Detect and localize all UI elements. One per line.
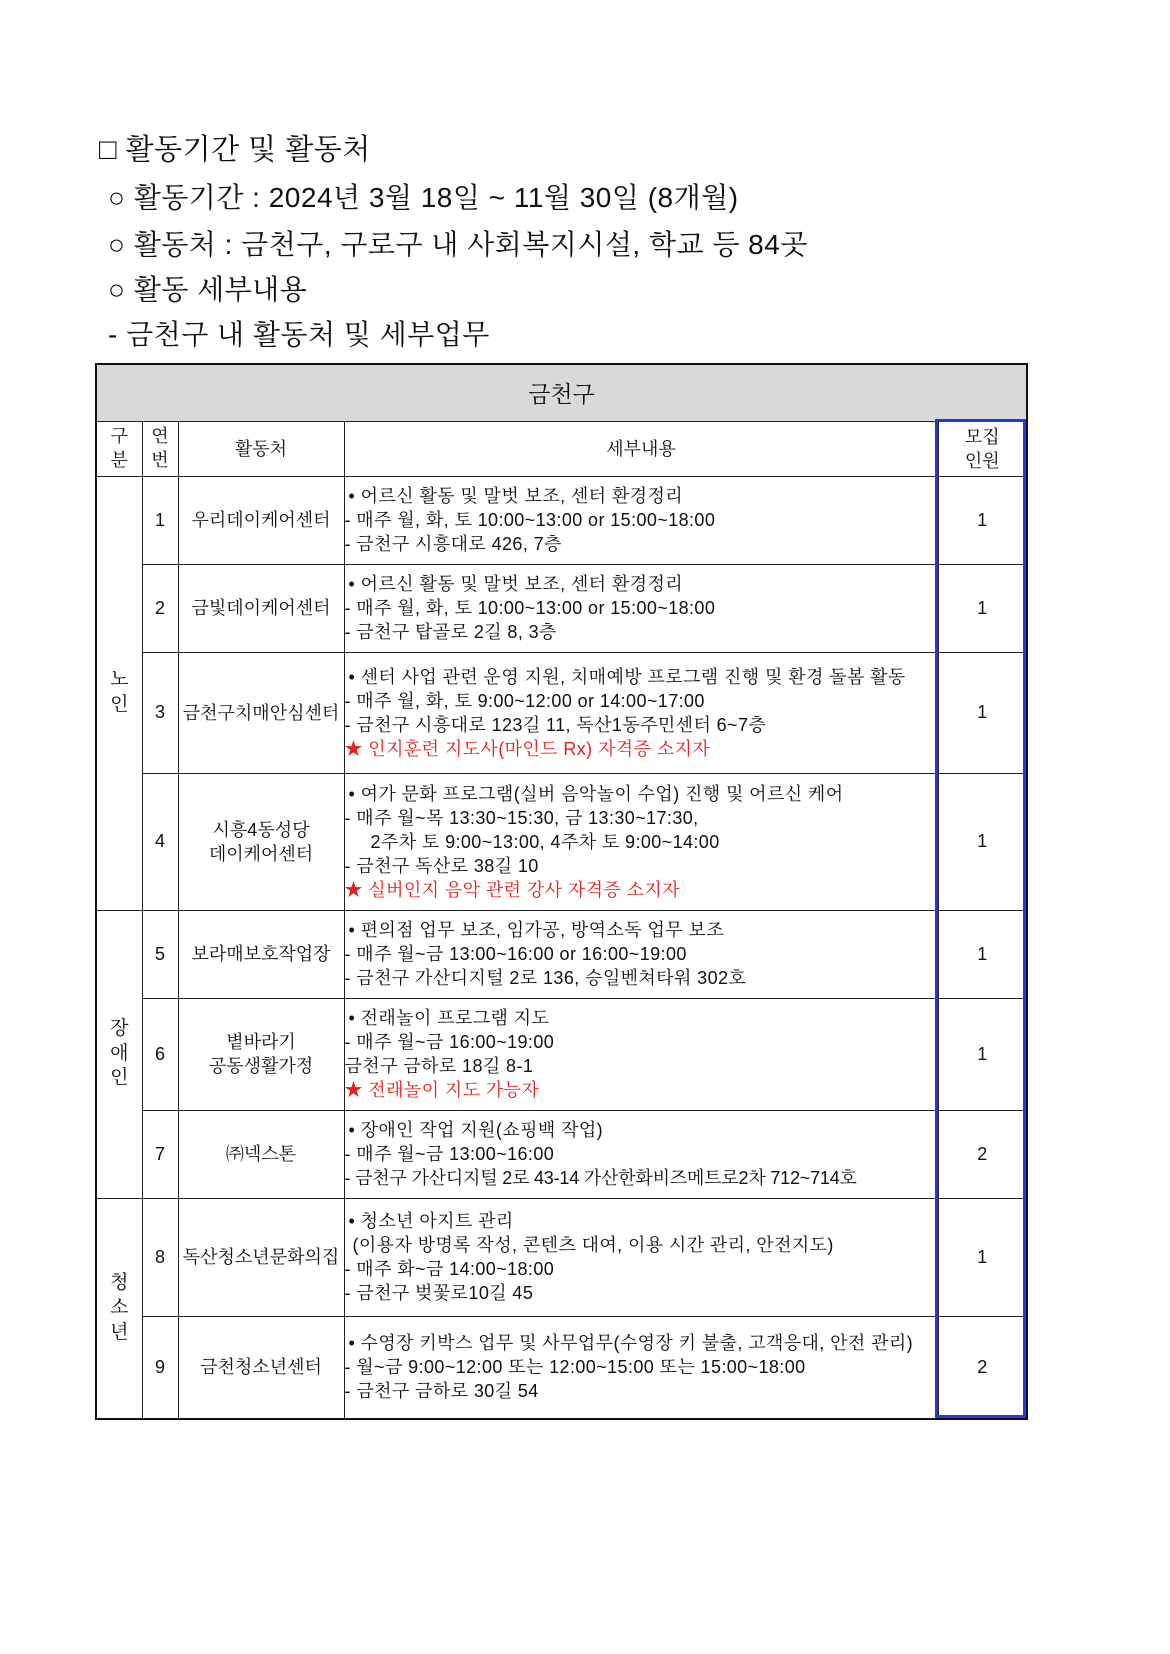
requirement-note: ★ 실버인지 음악 관련 강사 자격증 소지자: [344, 879, 680, 900]
requirement-note: ★ 전래놀이 지도 가능자: [344, 1080, 540, 1100]
category-label: 노인: [110, 669, 129, 715]
table-row: [96, 910, 1027, 998]
table-row: [96, 652, 1027, 773]
header-details: 세부내용: [344, 421, 938, 476]
header-no: [142, 421, 178, 476]
row-number: 2: [142, 564, 178, 652]
table-row: [96, 1110, 1027, 1198]
row-number: 3: [142, 652, 178, 773]
table-row: [96, 564, 1027, 652]
detail-line: (이용자 방명록 작성, 콘텐츠 대여, 이용 시간 관리, 안전지도): [352, 1235, 834, 1255]
row-number: 7: [142, 1110, 178, 1198]
table-row: [96, 1316, 1027, 1419]
row-number: 6: [142, 998, 178, 1110]
place-name: 우리데이케어센터: [178, 476, 344, 564]
category-cell-youth: [96, 1198, 142, 1419]
details-cell: [344, 476, 938, 564]
detail-line: - 매주 화~금 14:00~18:00: [344, 1259, 555, 1279]
detail-line: • 전래놀이 프로그램 지도: [348, 1008, 550, 1028]
table-title-row: [96, 364, 1027, 421]
detail-line: • 센터 사업 관련 운영 지원, 치매예방 프로그램 진행 및 환경 돌봄 활동: [348, 666, 906, 687]
detail-line: • 어르신 활동 및 말벗 보조, 센터 환경정리: [348, 486, 684, 506]
recruit-count: 2: [938, 1110, 1027, 1198]
category-label: 장애인: [110, 1017, 129, 1089]
table-row: [96, 476, 1027, 564]
details-cell: [344, 773, 938, 910]
place-name: ㈜넥스톤: [178, 1110, 344, 1198]
header-category: [96, 421, 142, 476]
category-cell-elderly: [96, 476, 142, 910]
detail-line: - 금천구 금하로 30길 54: [344, 1381, 539, 1402]
table-row: [96, 1198, 1027, 1316]
table-title: 금천구: [96, 364, 1027, 421]
district-subtitle: - 금천구 내 활동처 및 세부업무: [108, 319, 490, 350]
row-number: 4: [142, 773, 178, 910]
detail-line: • 여가 문화 프로그램(실버 음악놀이 수업) 진행 및 어르신 케어: [348, 783, 844, 804]
table-row: [96, 998, 1027, 1110]
place-name: 금빛데이케어센터: [178, 564, 344, 652]
header-recruit-line1: 모집: [964, 426, 1000, 447]
detail-line: - 금천구 가산디지털 2로 136, 승일벤쳐타워 302호: [344, 968, 747, 988]
header-category-label: 구분: [110, 426, 128, 470]
table-row: [96, 773, 1027, 910]
detail-line: 2주차 토 9:00~13:00, 4주차 토 9:00~14:00: [370, 831, 720, 852]
detail-line: - 매주 월~금 13:00~16:00: [344, 1144, 555, 1164]
recruit-count: 1: [938, 1198, 1027, 1316]
detail-line: - 금천구 시흥대로 123길 11, 독산1동주민센터 6~7층: [344, 714, 767, 735]
detail-line: - 월~금 9:00~12:00 또는 12:00~15:00 또는 15:00~18:00: [344, 1357, 806, 1378]
details-cell: [344, 564, 938, 652]
row-number: 5: [142, 910, 178, 998]
detail-line: - 매주 월, 화, 토 9:00~12:00 or 14:00~17:00: [344, 690, 705, 711]
requirement-note: ★ 인지훈련 지도사(마인드 Rx) 자격증 소지자: [344, 738, 711, 759]
recruit-count: 2: [938, 1316, 1027, 1419]
header-recruit-line2: 인원: [964, 450, 1000, 471]
recruit-count: 1: [938, 773, 1027, 910]
place-name: 금천청소년센터: [178, 1316, 344, 1419]
detail-line: - 매주 월, 화, 토 10:00~13:00 or 15:00~18:00: [344, 510, 716, 530]
recruit-count: 1: [938, 564, 1027, 652]
detail-line: - 금천구 시흥대로 426, 7층: [344, 534, 562, 554]
activity-details-heading: ○ 활동 세부내용: [108, 274, 308, 305]
category-label: 청소년: [110, 1272, 129, 1343]
place-name: 시흥4동성당 데이케어센터: [178, 773, 344, 910]
details-cell: [344, 910, 938, 998]
header-recruit: [938, 421, 1027, 476]
place-name: 보라매보호작업장: [178, 910, 344, 998]
detail-line: - 금천구 탑골로 2길 8, 3층: [344, 622, 557, 642]
place-name: 볕바라기 공동생활가정: [178, 998, 344, 1110]
details-cell: [344, 1198, 938, 1316]
detail-line: • 청소년 아지트 관리: [348, 1211, 514, 1231]
detail-line: • 어르신 활동 및 말벗 보조, 센터 환경정리: [348, 574, 684, 594]
recruit-count: 1: [938, 652, 1027, 773]
activity-places: ○ 활동처 : 금천구, 구로구 내 사회복지시설, 학교 등 84곳: [108, 229, 808, 260]
header-place: 활동처: [178, 421, 344, 476]
detail-line: - 매주 월~금 13:00~16:00 or 16:00~19:00: [344, 944, 687, 964]
detail-line: 금천구 금하로 18길 8-1: [344, 1056, 534, 1076]
detail-line: - 금천구 가산디지털 2로 43-14 가산한화비즈메트로2차 712~714호: [344, 1168, 857, 1188]
activity-period: ○ 활동기간 : 2024년 3월 18일 ~ 11월 30일 (8개월): [108, 182, 739, 213]
place-name: 독산청소년문화의집: [178, 1198, 344, 1316]
detail-line: • 편의점 업무 보조, 임가공, 방역소독 업무 보조: [348, 920, 724, 940]
header-no-label: 연번: [151, 426, 169, 470]
detail-line: - 매주 월~목 13:30~15:30, 금 13:30~17:30,: [344, 807, 699, 828]
details-cell: [344, 1110, 938, 1198]
detail-line: - 금천구 벚꽃로10길 45: [344, 1283, 534, 1303]
activity-table: [95, 363, 1028, 1420]
detail-line: - 매주 월~금 16:00~19:00: [344, 1032, 555, 1052]
place-name: 금천구치매안심센터: [178, 652, 344, 773]
table-header-row: [96, 421, 1027, 476]
details-cell: [344, 652, 938, 773]
detail-line: - 매주 월, 화, 토 10:00~13:00 or 15:00~18:00: [344, 598, 716, 618]
section-title: □ 활동기간 및 활동처: [99, 134, 371, 166]
detail-line: - 금천구 독산로 38길 10: [344, 855, 539, 876]
category-cell-disabled: [96, 910, 142, 1198]
row-number: 9: [142, 1316, 178, 1419]
recruit-count: 1: [938, 998, 1027, 1110]
row-number: 8: [142, 1198, 178, 1316]
recruit-count: 1: [938, 476, 1027, 564]
recruit-count: 1: [938, 910, 1027, 998]
details-cell: [344, 1316, 938, 1419]
row-number: 1: [142, 476, 178, 564]
details-cell: [344, 998, 938, 1110]
detail-line: • 수영장 키박스 업무 및 사무업무(수영장 키 불출, 고객응대, 안전 관리): [348, 1333, 914, 1354]
detail-line: • 장애인 작업 지원(쇼핑백 작업): [348, 1120, 604, 1140]
